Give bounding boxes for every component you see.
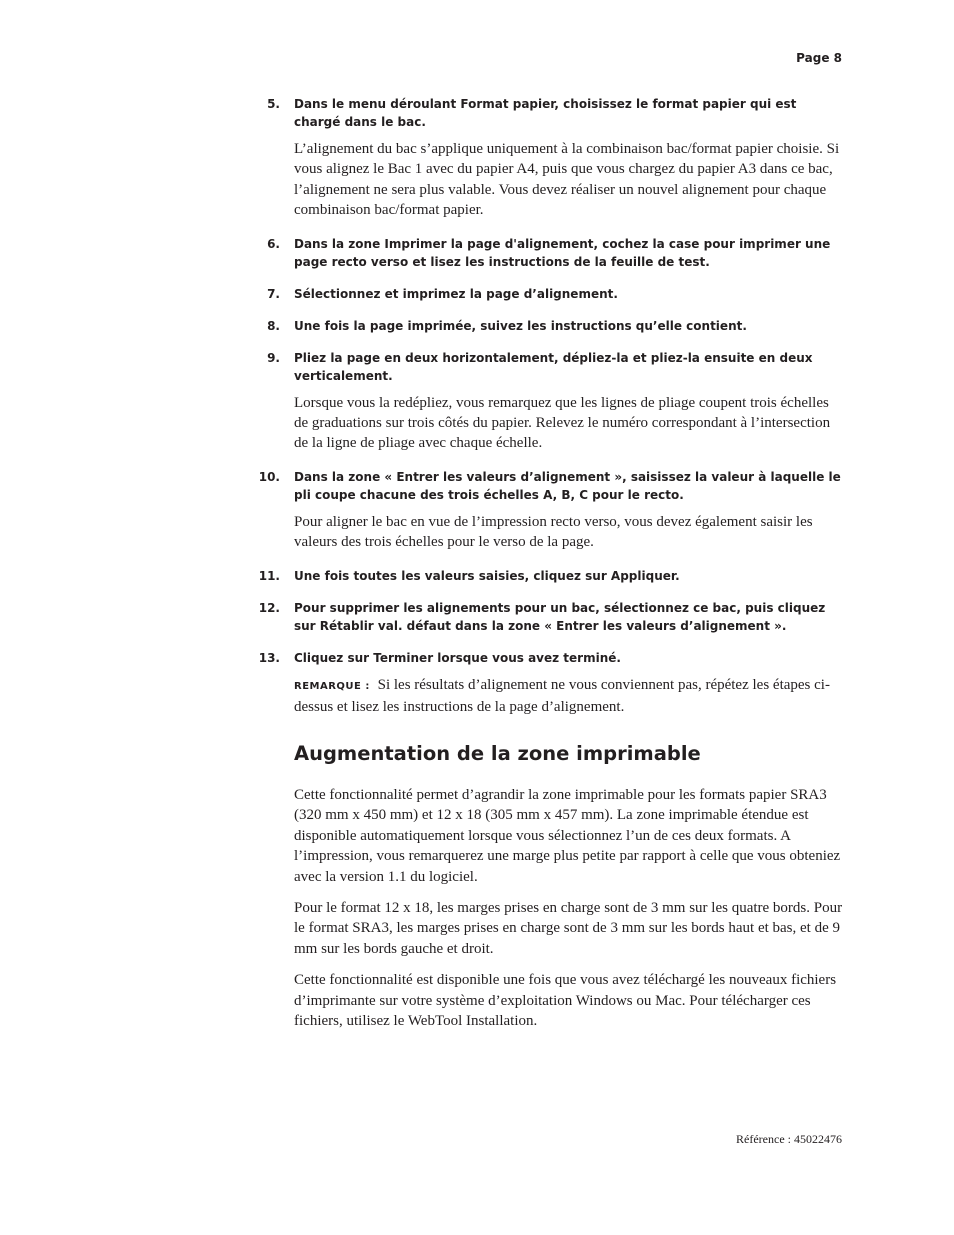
step-explanation: Pour aligner le bac en vue de l’impression recto verso, vous devez également saisir les valeurs des trois échelles pour le verso de la page. (294, 513, 813, 551)
step-instruction: Dans la zone Imprimer la page d'alignement, cochez la case pour imprimer une page recto verso et lisez les instructions de la feuille de test. (294, 236, 831, 269)
page-number: Page 8 (796, 51, 842, 65)
step-number: 5. (267, 97, 280, 111)
step-instruction: Cliquez sur Terminer lorsque vous avez terminé. (294, 650, 621, 665)
step-instruction: Pour supprimer les alignements pour un bac, sélectionnez ce bac, puis cliquez sur Rétablir val. défaut dans la zone « Entrer les valeurs d’alignement ». (294, 600, 826, 633)
step-number: 6. (267, 236, 280, 251)
section-heading: Augmentation de la zone imprimable (294, 742, 701, 765)
step-instruction: Sélectionnez et imprimez la page d’alignement. (294, 286, 618, 301)
remark-text: Si les résultats d’alignement ne vous conviennent pas, répétez les étapes ci-dessus et lisez les instructions de la page d’alignement. (294, 676, 830, 716)
section-paragraph: Cette fonctionnalité permet d’agrandir la zone imprimable pour les formats papier SRA3 (320 mm x 450 mm) et 12 x 18 (305 mm x 457 mm). La zone imprimable étendue est disponible automatiquement lorsque vous sélectionnez l’un de ces deux formats. A l’impression, vous remarquerez une marge plus petite par rapport à celle que vous obteniez avec la version 1.1 du logiciel. (294, 787, 841, 885)
step-instruction: Pliez la page en deux horizontalement, dépliez-la et pliez-la ensuite en deux verticalement. (294, 350, 813, 383)
step-instruction: Dans la zone « Entrer les valeurs d’alignement », saisissez la valeur à laquelle le pli coupe chacune des trois échelles A, B, C pour le recto. (294, 469, 841, 502)
step-item (0, 349, 954, 454)
step-explanation: L’alignement du bac s’applique uniquement à la combinaison bac/format papier choisie. Si vous alignez le Bac 1 avec du papier A4, puis que vous chargez du papier A3 dans ce bac, l’alignement ne sera plus valable. Vous devez réaliser un nouvel alignement pour chaque combinaison bac/format papier. (294, 141, 840, 219)
section-body (294, 785, 844, 1042)
remark-label: REMARQUE : (294, 680, 370, 692)
step-number: 9. (267, 350, 280, 365)
step-item (0, 567, 954, 585)
footer-reference: Référence : 45022476 (736, 1132, 842, 1146)
step-instruction: Une fois toutes les valeurs saisies, cliquez sur Appliquer. (294, 568, 680, 583)
step-item (0, 468, 954, 553)
step-number: 11. (258, 568, 280, 583)
step-item (0, 285, 954, 303)
step-explanation: Lorsque vous la redépliez, vous remarquez que les lignes de pliage coupent trois échelles de graduations sur trois côtés du papier. Relevez le numéro correspondant à l’intersection de la ligne de pliage avec chaque échelle. (294, 394, 831, 452)
step-number: 8. (267, 318, 280, 333)
step-item (0, 235, 954, 271)
step-item (0, 95, 954, 221)
section-paragraph: Cette fonctionnalité est disponible une fois que vous avez téléchargé les nouveaux fichiers d’imprimante sur votre système d’exploitation Windows ou Mac. Pour télécharger ces fichiers, utilisez le WebTool Installation. (294, 972, 837, 1030)
step-number: 10. (258, 469, 280, 484)
step-item (0, 649, 954, 718)
section-paragraph: Pour le format 12 x 18, les marges prises en charge sont de 3 mm sur les quatre bords. Pour le format SRA3, les marges prises en charge sont de 3 mm sur les bords haut et bas, et de 9 mm sur les bords gauche et droit. (294, 900, 843, 957)
step-number: 13. (258, 650, 280, 665)
step-instruction: Une fois la page imprimée, suivez les instructions qu’elle contient. (294, 318, 747, 333)
step-item (0, 599, 954, 635)
step-number: 7. (267, 286, 280, 301)
steps-list (0, 95, 954, 731)
step-item (0, 317, 954, 335)
step-instruction: Dans le menu déroulant Format papier, choisissez le format papier qui est chargé dans le bac. (294, 97, 797, 129)
step-number: 12. (258, 600, 280, 615)
remark-note (294, 675, 842, 718)
